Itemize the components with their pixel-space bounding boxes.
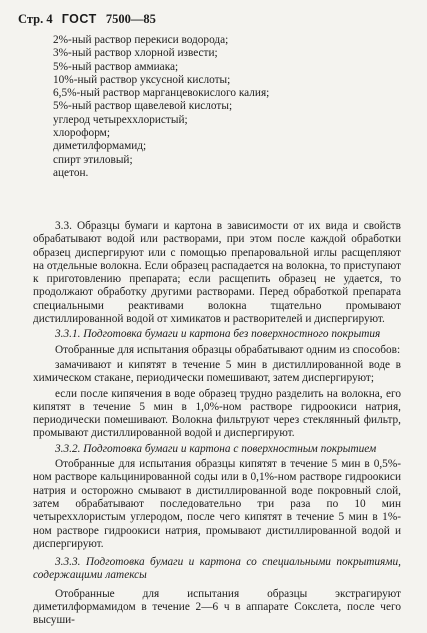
- list-item: 3%-ный раствор хлорной извести;: [53, 47, 218, 60]
- list-item: ацетон.: [53, 166, 89, 179]
- paragraph: Отобранные для испытания образцы кипятят в течение 5 мин в 0,5%-ном растворе кальцинированной соды или в 0,1%-ном растворе гидроокиси натрия и осторожно смывают в дистиллированной воде покровный слой, затем обрабатывают последовательно три раза по 10 мин четыреххлористым углеродом, после чего кипятят в течение 5 мин в 1%-ном растворе гидроокиси натрия, промывают дистиллированной водой и диспергируют.: [33, 458, 401, 550]
- list-item: хлороформ;: [53, 127, 110, 140]
- section-heading-3-3-3: 3.3.3. Подготовка бумаги и картона со специальными покрытиями, содержащими латексы: [33, 556, 401, 582]
- paragraph: Отобранные для испытания образцы экстрагируют диметилформамидом в течение 2—6 ч в аппарате Сокслета, после чего высуши-: [33, 587, 401, 627]
- list-item: 10%-ный раствор уксусной кислоты;: [53, 73, 231, 86]
- list-item: спирт этиловый;: [53, 153, 133, 166]
- reagent-list: [53, 34, 269, 180]
- document-body: [33, 220, 401, 630]
- paragraph: замачивают и кипятят в течение 5 мин в дистиллированной воде в химическом стакане, периодически помешивают, затем диспергируют;: [33, 358, 401, 385]
- list-item: 6,5%-ный раствор марганцевокислого калия;: [53, 87, 270, 100]
- page-number: Стр. 4: [18, 12, 53, 26]
- list-item: 2%-ный раствор перекиси водорода;: [53, 34, 229, 46]
- section-heading-3-3-2: 3.3.2. Подготовка бумаги и картона с поверхностным покрытием: [55, 442, 377, 455]
- page-header: [18, 12, 162, 27]
- section-heading-3-3-1: 3.3.1. Подготовка бумаги и картона без поверхностного покрытия: [55, 328, 381, 341]
- list-item: диметилформамид;: [53, 140, 147, 153]
- list-item: 5%-ный раствор щавелевой кислоты;: [53, 100, 233, 113]
- paragraph: Отобранные для испытания образцы обрабатывают одним из способов:: [55, 343, 401, 356]
- standard-number: 7500—85: [105, 12, 156, 26]
- list-item: углерод четыреххлористый;: [53, 113, 188, 126]
- paragraph-3-3: 3.3. Образцы бумаги и картона в зависимости от их вида и свойств обрабатывают водой или растворами, при этом после каждой обработки образец диспергируют или с помощью препаровальной иглы расщепляют на отдельные волокна. Если образец распадается на волокна, то приступают к приготовлению препарата; если расщепить образец не удается, то продолжают обработку другими растворами. Перед обработкой препарата специальными реактивами волокна тщательно промывают дистиллированной водой от химикатов и растворителей и диспергируют.: [33, 220, 401, 326]
- standard-label: ГОСТ: [61, 12, 97, 26]
- paragraph: если после кипячения в воде образец трудно разделить на волокна, его кипятят в течение 5 мин в 1,0%-ном растворе гидроокиси натрия, периодически помешивают. Волокна фильтруют через стеклянный фильтр, промывают дистиллированной водой и диспергируют.: [33, 387, 401, 440]
- list-item: 5%-ный раствор аммиака;: [53, 60, 179, 73]
